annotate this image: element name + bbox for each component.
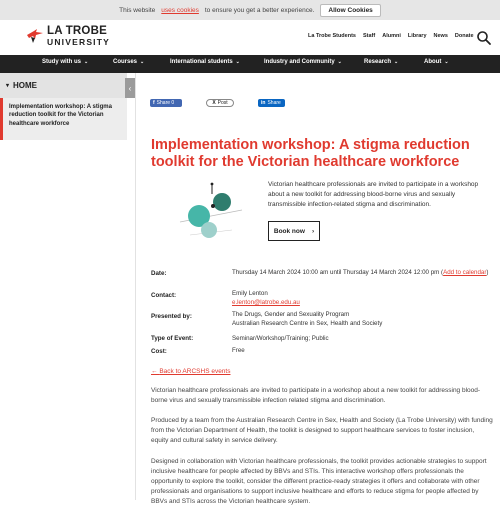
- linkedin-share-button[interactable]: [258, 99, 285, 107]
- nav-industry-and-community[interactable]: [264, 59, 342, 65]
- nav-label: About: [424, 59, 442, 65]
- allow-cookies-button[interactable]: Allow Cookies: [320, 4, 380, 17]
- bird-logo-icon: [26, 28, 44, 44]
- site-header: [0, 20, 500, 55]
- cookie-text-before: This website: [119, 6, 156, 14]
- main-nav: [0, 55, 500, 73]
- presenter-centre: Australian Research Centre in Sex, Health and Society: [232, 320, 383, 328]
- cookie-text-after: to ensure you get a better experience.: [204, 6, 315, 14]
- logo-text-university: UNIVERSITY: [47, 36, 111, 47]
- x-icon: X: [212, 100, 216, 106]
- utility-link-news[interactable]: News: [433, 33, 448, 39]
- utility-link-donate[interactable]: Donate: [454, 33, 474, 39]
- chevron-down-icon: ⌄: [235, 59, 240, 65]
- balance-molecules-icon: [176, 180, 246, 250]
- sidebar: [0, 73, 135, 500]
- utility-link-staff[interactable]: Staff: [362, 33, 376, 39]
- x-post-label: Post: [217, 100, 228, 106]
- contact-label: Contact:: [151, 292, 177, 299]
- nav-label: Study with us: [42, 59, 81, 65]
- date-text: Thursday 14 March 2024 10:00 am until Thursday 14 March 2024 12:00 pm (: [232, 269, 444, 276]
- main-content: [135, 73, 500, 506]
- sidebar-collapse-toggle[interactable]: [125, 78, 135, 98]
- linkedin-icon: in: [261, 100, 266, 106]
- date-value: [232, 268, 490, 277]
- nav-label: Research: [364, 59, 392, 65]
- chevron-down-icon: ⌄: [444, 59, 449, 65]
- back-to-events-link[interactable]: [151, 368, 230, 375]
- contact-email-link[interactable]: e.lenton@latrobe.edu.au: [232, 299, 300, 307]
- utility-nav: [308, 33, 474, 39]
- logo-text-la-trobe: LA TROBE: [47, 25, 107, 37]
- sidebar-item-current[interactable]: Implementation workshop: A stigma reduction toolkit for the Victorian healthcare workforce: [0, 98, 127, 140]
- linkedin-share-label: Share: [267, 100, 281, 106]
- nav-research[interactable]: [364, 59, 398, 65]
- event-illustration: [176, 180, 246, 250]
- event-type-label: Type of Event:: [151, 335, 194, 342]
- date-close: ): [486, 269, 489, 276]
- nav-courses[interactable]: [113, 59, 144, 65]
- chevron-down-icon: ⌄: [84, 59, 89, 65]
- nav-about[interactable]: [424, 59, 449, 65]
- sidebar-home[interactable]: [0, 73, 127, 98]
- nav-study-with-us[interactable]: [42, 59, 88, 65]
- chevron-down-icon: ⌄: [337, 59, 342, 65]
- sidebar-home-label: HOME: [13, 81, 38, 90]
- utility-link-library[interactable]: Library: [407, 33, 427, 39]
- search-icon: [474, 28, 494, 48]
- facebook-share-label: Share 0: [156, 100, 175, 106]
- book-now-button[interactable]: [268, 221, 320, 241]
- search-button[interactable]: [474, 28, 494, 48]
- cookie-policy-link[interactable]: uses cookies: [161, 6, 199, 14]
- nav-international-students[interactable]: [170, 59, 240, 65]
- cookie-banner: [0, 0, 500, 20]
- chevron-left-icon: ‹: [128, 83, 132, 93]
- presenter-program: The Drugs, Gender and Sexuality Program: [232, 311, 350, 318]
- body-paragraph-3: Designed in collaboration with Victorian healthcare professionals, the toolkit provides actionable strategies to support inclusive healthcare for people affected by BBVs and STIs. This interactive workshop offers professionals the opportunity to explore the toolkit, consider the different practice-ready strategies it offers and collaborate with other professionals and organisations to support inclusive healthcare and efforts to reduce stigma for people affected by BBVs and STIs across the Victorian healthcare system.: [151, 458, 487, 506]
- x-post-button[interactable]: [206, 99, 234, 107]
- chevron-down-icon: ⌄: [394, 59, 399, 65]
- cost-label: Cost:: [151, 348, 167, 355]
- add-to-calendar-link[interactable]: Add to calendar: [443, 269, 487, 276]
- cost-value: Free: [232, 347, 245, 354]
- presented-by-label: Presented by:: [151, 313, 192, 320]
- event-type-value: Seminar/Workshop/Training; Public: [232, 335, 329, 342]
- share-buttons: [150, 99, 285, 107]
- chevron-right-icon: ›: [311, 227, 315, 235]
- facebook-icon: f: [153, 100, 155, 106]
- book-now-label: Book now: [273, 227, 305, 235]
- contact-name: Emily Lenton: [232, 290, 268, 297]
- contact-value: [232, 289, 300, 308]
- event-intro: Victorian healthcare professionals are invited to participate in a workshop about a new toolkit for addressing blood-borne virus and sexually transmissible infection-related stigma and discrimination.: [268, 181, 479, 209]
- body-paragraph-2: Produced by a team from the Australian Research Centre in Sex, Health and Society (La Trobe University) with funding from the Victorian Department of Health, the toolkit is designed to support healthcare services to foster inclusion, equity and cultural safety in service delivery.: [151, 417, 493, 445]
- arrow-left-icon: ←: [151, 368, 158, 375]
- nav-label: Industry and Community: [264, 59, 335, 65]
- facebook-share-button[interactable]: [150, 99, 182, 107]
- nav-label: International students: [170, 59, 233, 65]
- nav-label: Courses: [113, 59, 138, 65]
- la-trobe-logo[interactable]: [26, 26, 110, 46]
- presented-by-value: [232, 310, 382, 329]
- back-link-label: Back to ARCSHS events: [159, 368, 231, 375]
- body-paragraph-1: Victorian healthcare professionals are invited to participate in a workshop about a new toolkit for addressing blood-borne virus and sexually transmissible infection related stigma and discrimination.: [151, 387, 481, 405]
- date-label: Date:: [151, 270, 167, 277]
- chevron-down-icon: ⌄: [140, 59, 145, 65]
- page-title: Implementation workshop: A stigma reduction toolkit for the Victorian healthcare workforce: [151, 137, 470, 171]
- utility-link-students[interactable]: La Trobe Students: [308, 33, 356, 39]
- utility-link-alumni[interactable]: Alumni: [382, 33, 401, 39]
- chevron-down-icon: ▾: [6, 83, 10, 89]
